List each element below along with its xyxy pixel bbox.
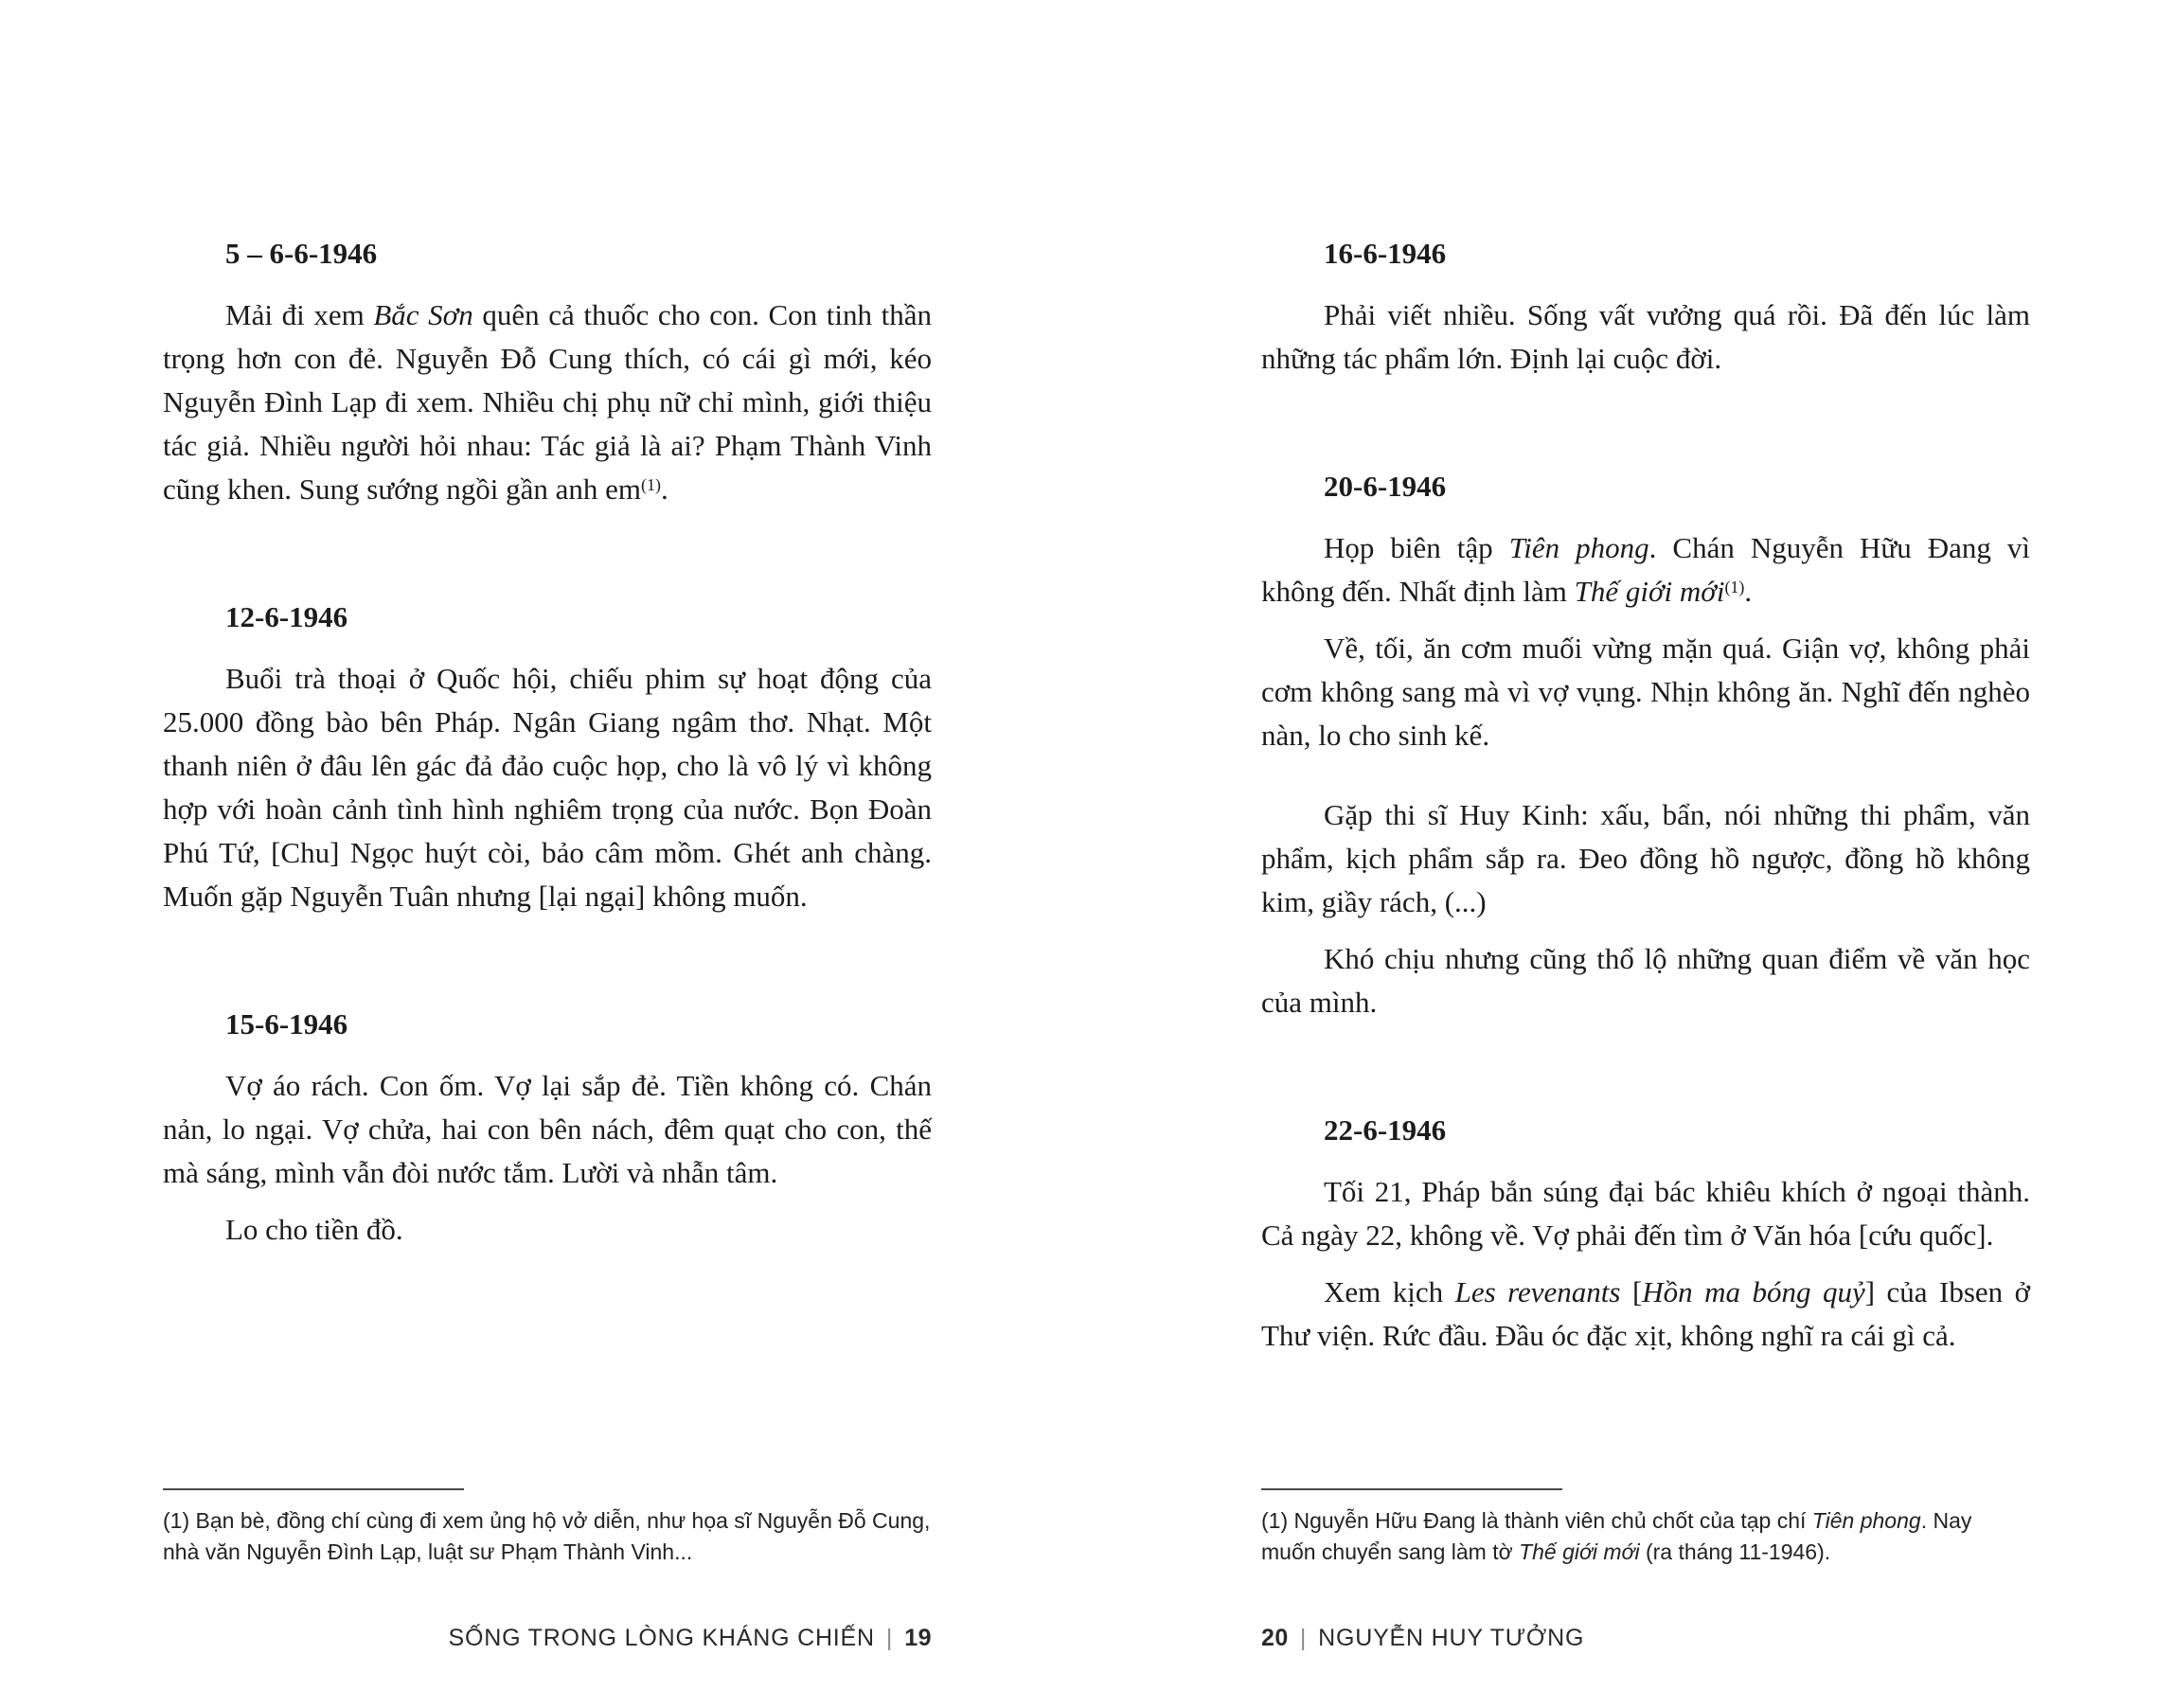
entry-date: 15-6-1946 <box>225 1007 348 1041</box>
diary-entry <box>1261 1112 2030 1358</box>
text-run: . Nay muốn chuyển sang làm tờ <box>1261 1508 1972 1564</box>
footnote-block-left <box>163 1488 932 1568</box>
entry-paragraph <box>1261 937 2030 1024</box>
text-run: . <box>660 472 668 506</box>
entry-paragraph <box>1261 627 2030 757</box>
italic-text-run: Hồn ma bóng quỷ <box>1642 1275 1865 1308</box>
entry-paragraph <box>163 657 932 918</box>
text-run: (ra tháng 11-1946). <box>1639 1539 1831 1564</box>
entry-paragraph <box>1261 1170 2030 1257</box>
text-run: Họp biên tập <box>1324 531 1509 564</box>
author-name: NGUYỄN HUY TƯỞNG <box>1318 1625 1585 1651</box>
diary-entry <box>1261 235 2030 381</box>
text-run: Phải viết nhiều. Sống vất vưởng quá rồi. Đã đến lúc làm những tác phẩm lớn. Định lại cuộc đời. <box>1261 298 2030 375</box>
diary-entry <box>163 1005 932 1252</box>
text-run: Mải đi xem <box>225 298 374 331</box>
footnote-reference: (1) <box>1724 578 1745 597</box>
footnote-rule <box>1261 1488 1562 1490</box>
footnote-text <box>163 1505 932 1568</box>
text-run: Về, tối, ăn cơm muối vừng mặn quá. Giận vợ, không phải cơm không sang mà vì vợ vụng. Nhịn không ăn. Nghĩ đến nghèo nàn, lo cho sinh kế. <box>1261 632 2030 752</box>
entry-paragraph <box>1261 526 2030 614</box>
text-run: [ <box>1620 1275 1643 1308</box>
page-number-left: 19 <box>904 1625 932 1651</box>
entry-date: 5 – 6-6-1946 <box>225 237 378 270</box>
diary-entries-left <box>163 235 932 1252</box>
text-run: . <box>1744 575 1753 608</box>
italic-text-run: Tiên phong <box>1811 1508 1921 1533</box>
page-footer-right <box>1261 1625 2030 1652</box>
text-run: (1) Bạn bè, đồng chí cùng đi xem ủng hộ vở diễn, như họa sĩ Nguyễn Đỗ Cung, nhà văn Nguyễn Đình Lạp, luật sư Phạm Thành Vinh... <box>163 1508 931 1564</box>
text-run: Xem kịch <box>1324 1275 1455 1308</box>
page-right <box>1087 0 2174 1708</box>
italic-text-run: Thế giới mới <box>1519 1539 1640 1564</box>
italic-text-run: Bắc Sơn <box>373 298 473 331</box>
italic-text-run: Les revenants <box>1454 1275 1621 1308</box>
entry-date: 16-6-1946 <box>1324 237 1447 270</box>
page-footer-left <box>163 1625 932 1652</box>
text-run: Buổi trà thoại ở Quốc hội, chiếu phim sự hoạt động của 25.000 đồng bào bên Pháp. Ngân Giang ngâm thơ. Nhạt. Một thanh niên ở đâu lên gác đả đảo cuộc họp, cho là vô lý vì không hợp với hoàn cảnh tình hình nghiêm trọng của nước. Bọn Đoàn Phú Tứ, [Chu] Ngọc huýt còi, bảo câm mồm. Ghét anh chàng. Muốn gặp Nguyễn Tuân nhưng [lại ngại] không muốn. <box>163 662 932 913</box>
footnote-block-right <box>1261 1488 2030 1568</box>
italic-text-run: Thế giới mới <box>1574 575 1725 608</box>
text-run: Tối 21, Pháp bắn súng đại bác khiêu khích ở ngoại thành. Cả ngày 22, không về. Vợ phải đến tìm ở Văn hóa [cứu quốc]. <box>1261 1175 2030 1252</box>
footnote-rule <box>163 1488 464 1490</box>
entry-date: 22-6-1946 <box>1324 1113 1447 1147</box>
entry-paragraph <box>163 294 932 511</box>
entry-paragraph <box>1261 793 2030 924</box>
text-run: . Chán Nguyễn Hữu Đang vì không đến. Nhất định làm <box>1261 531 2031 608</box>
book-title: SỐNG TRONG LÒNG KHÁNG CHIẾN <box>448 1625 875 1651</box>
entry-paragraph <box>1261 1271 2030 1358</box>
text-run: Gặp thi sĩ Huy Kinh: xấu, bẩn, nói những thi phẩm, văn phẩm, kịch phẩm sắp ra. Đeo đồng hồ ngược, đồng hồ không kim, giầy rách, (...) <box>1261 798 2030 918</box>
footer-separator: | <box>885 1625 894 1651</box>
italic-text-run: Tiên phong <box>1508 531 1649 564</box>
entry-date: 20-6-1946 <box>1324 470 1447 503</box>
text-run: Vợ áo rách. Con ốm. Vợ lại sắp đẻ. Tiền không có. Chán nản, lo ngại. Vợ chửa, hai con bên nách, đêm quạt cho con, thế mà sáng, mình vẫn đòi nước tắm. Lười và nhẫn tâm. <box>163 1069 932 1189</box>
footnote-reference: (1) <box>641 475 661 495</box>
footnote-text <box>1261 1505 2030 1568</box>
entry-paragraph <box>163 1064 932 1195</box>
entry-date: 12-6-1946 <box>225 600 348 633</box>
text-run: Khó chịu nhưng cũng thổ lộ những quan điểm về văn học của mình. <box>1261 942 2030 1019</box>
footer-separator: | <box>1299 1625 1308 1651</box>
text-run: Lo cho tiền đồ. <box>225 1213 403 1246</box>
text-run: (1) Nguyễn Hữu Đang là thành viên chủ chốt của tạp chí <box>1261 1508 1812 1533</box>
entry-paragraph <box>163 1208 932 1252</box>
diary-entry <box>163 235 932 511</box>
page-number-right: 20 <box>1261 1625 1289 1651</box>
entry-paragraph <box>1261 294 2030 381</box>
diary-entry <box>163 598 932 918</box>
diary-entries-right <box>1261 235 2030 1358</box>
text-run: ] của Ibsen ở Thư viện. Rức đầu. Đầu óc đặc xịt, không nghĩ ra cái gì cả. <box>1261 1275 2030 1352</box>
diary-entry <box>1261 468 2030 1024</box>
text-run: quên cả thuốc cho con. Con tinh thần trọng hơn con đẻ. Nguyễn Đỗ Cung thích, có cái gì mới, kéo Nguyễn Đình Lạp đi xem. Nhiều chị phụ nữ chỉ mình, giới thiệu tác giả. Nhiều người hỏi nhau: Tác giả là ai? Phạm Thành Vinh cũng khen. Sung sướng ngồi gần anh em <box>163 298 932 506</box>
